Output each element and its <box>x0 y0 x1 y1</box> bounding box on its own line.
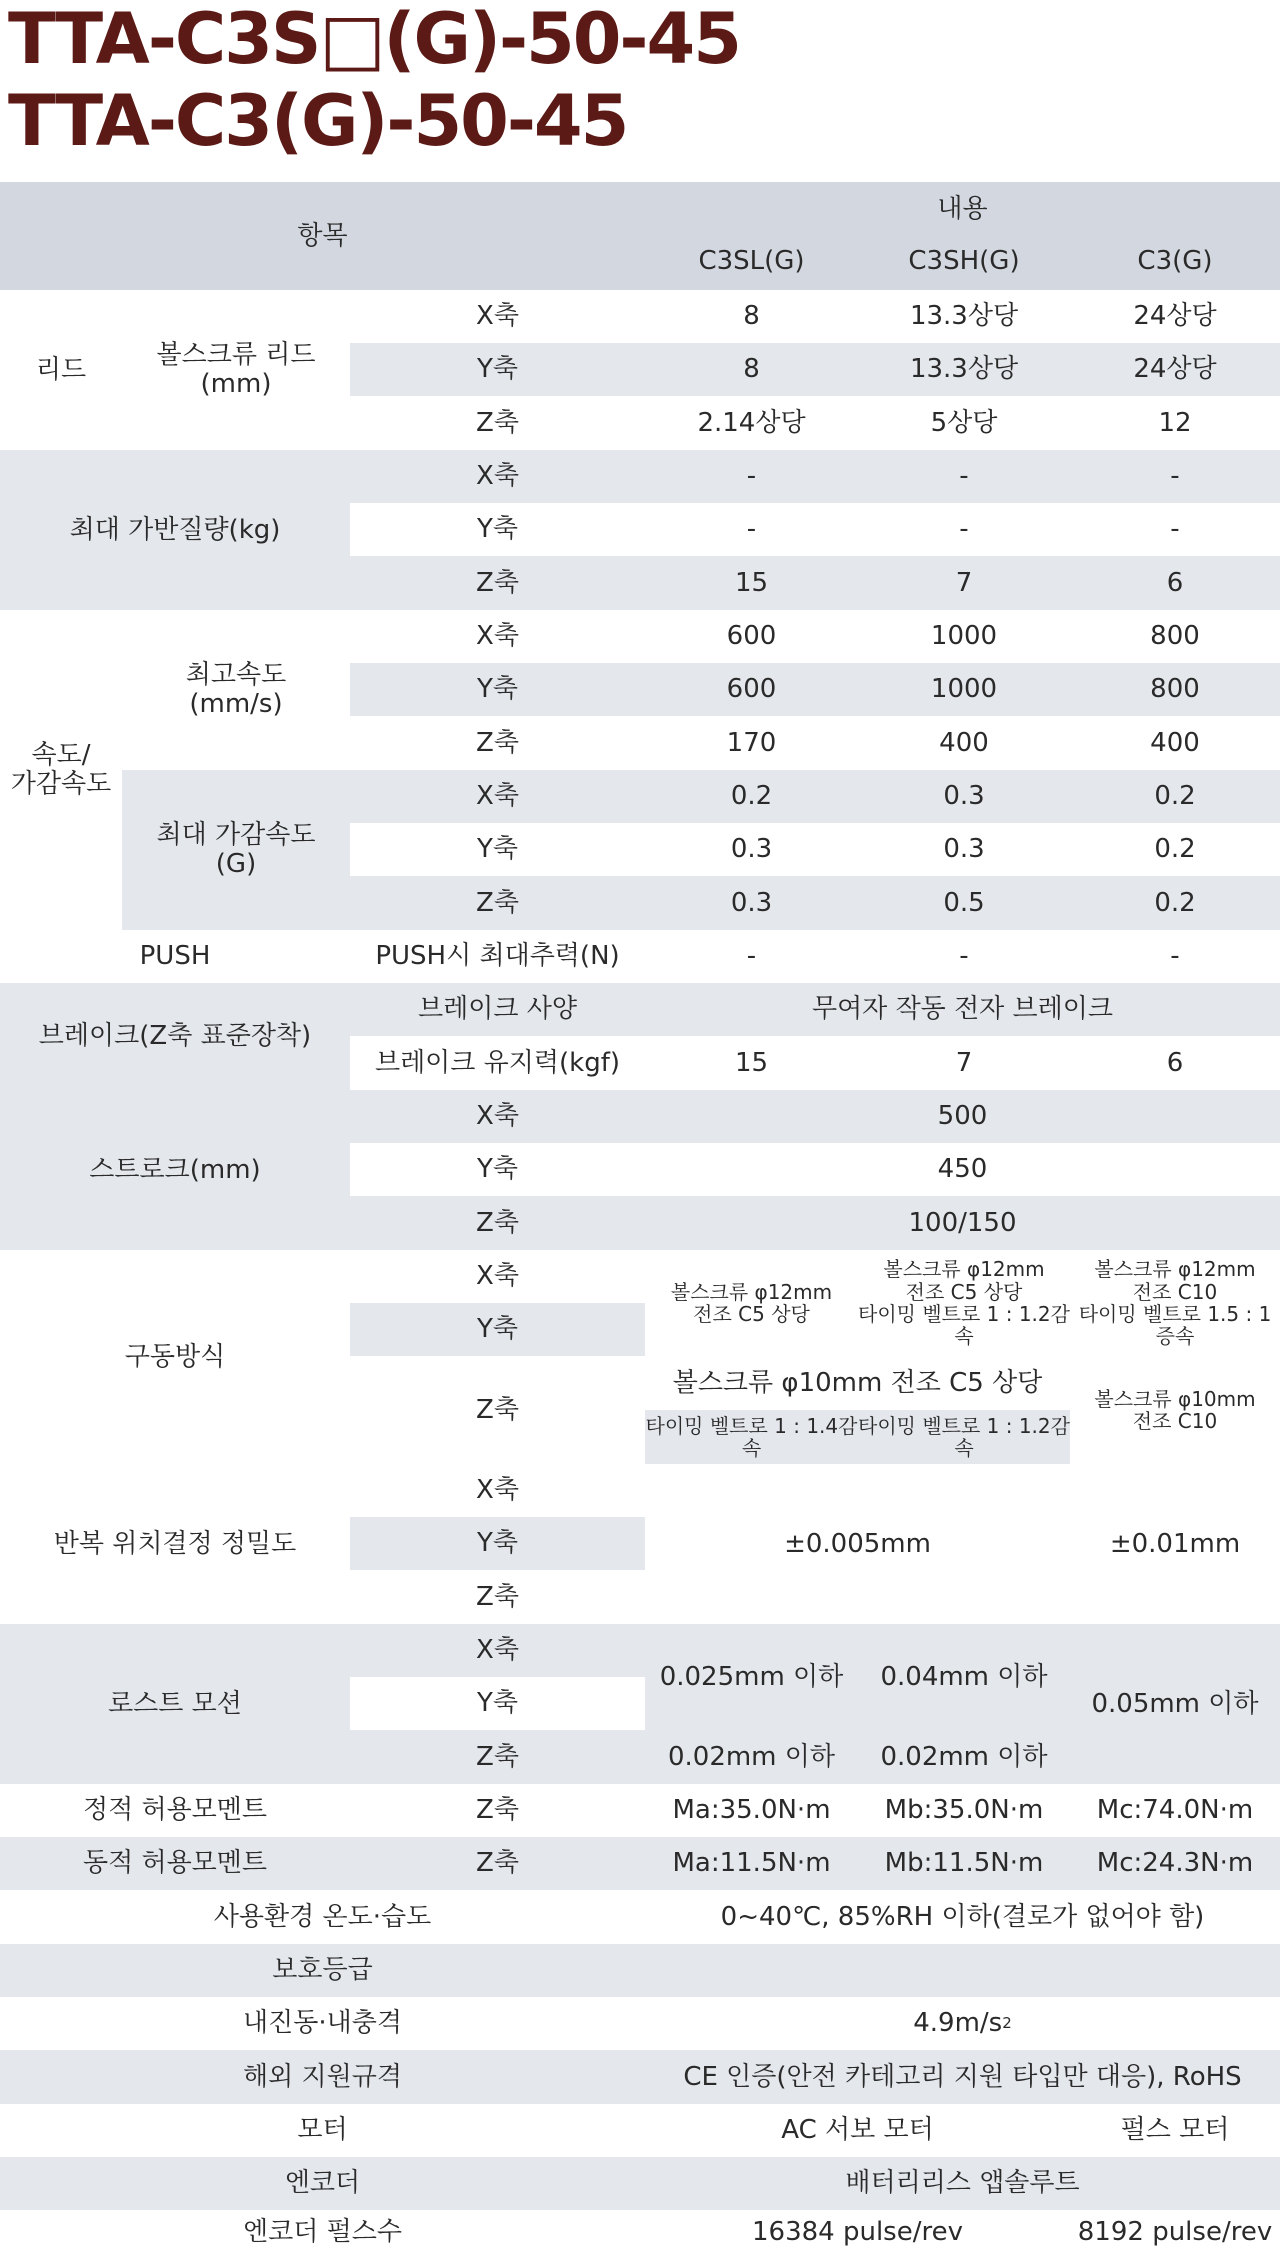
repeat-label: 반복 위치결정 정밀도 <box>0 1464 350 1624</box>
pulses-value-c3: 8192 pulse/rev <box>1070 2210 1280 2255</box>
stroke-label: 스트로크(mm) <box>0 1090 350 1250</box>
lead-x-axis: X축 <box>350 290 645 343</box>
environment-label: 사용환경 온도·습도 <box>0 1890 645 1944</box>
max-speed-label: 최고속도 (mm/s) <box>122 610 350 770</box>
payload-y-c3sl: - <box>645 503 858 556</box>
header-model-c3: C3(G) <box>1070 233 1280 290</box>
stroke-x-axis: X축 <box>350 1090 645 1143</box>
dynamic-moment-label: 동적 허용모멘트 <box>0 1837 350 1890</box>
lead-y-c3: 24상당 <box>1070 343 1280 396</box>
lost-motion-label: 로스트 모션 <box>0 1624 350 1784</box>
environment-value: 0~40℃, 85%RH 이하(결로가 없어야 함) <box>645 1890 1280 1944</box>
drive-z-c3: 볼스크류 φ10mm 전조 C10 <box>1070 1356 1280 1464</box>
speed-x-c3: 800 <box>1070 610 1280 663</box>
lost-xy-c3sh: 0.04mm 이하 <box>858 1624 1070 1730</box>
stroke-z-value: 100/150 <box>645 1196 1280 1250</box>
protection-label: 보호등급 <box>0 1944 645 1997</box>
dynamic-moment-c3sh: Mb:11.5N·m <box>858 1837 1070 1890</box>
stroke-x-value: 500 <box>645 1090 1280 1143</box>
overseas-label: 해외 지원규격 <box>0 2050 645 2104</box>
speed-y-c3sh: 1000 <box>858 663 1070 716</box>
payload-y-axis: Y축 <box>350 503 645 556</box>
speed-label: 속도/ 가감속도 <box>0 610 122 930</box>
accel-z-c3sh: 0.5 <box>858 876 1070 930</box>
accel-z-c3: 0.2 <box>1070 876 1280 930</box>
motor-value-c3: 펄스 모터 <box>1070 2104 1280 2157</box>
encoder-label: 엔코더 <box>0 2157 645 2210</box>
drive-z-c3sl-belt: 타이밍 벨트로 1 : 1.4감속 <box>645 1410 858 1464</box>
lead-z-c3sh: 5상당 <box>858 396 1070 450</box>
accel-z-c3sl: 0.3 <box>645 876 858 930</box>
speed-x-c3sh: 1000 <box>858 610 1070 663</box>
drive-z-common: 볼스크류 φ10mm 전조 C5 상당 <box>645 1356 1070 1410</box>
drive-xy-c3sl: 볼스크류 φ12mm 전조 C5 상당 <box>645 1250 858 1356</box>
brake-hold-c3sl: 15 <box>645 1036 858 1090</box>
payload-z-c3: 6 <box>1070 556 1280 610</box>
accel-x-c3sl: 0.2 <box>645 770 858 823</box>
vibration-value <box>645 1997 1280 2050</box>
stroke-y-value: 450 <box>645 1143 1280 1196</box>
drive-label: 구동방식 <box>0 1250 350 1464</box>
pulses-label: 엔코더 펄스수 <box>0 2210 645 2255</box>
header-content: 내용 <box>645 185 1280 233</box>
static-moment-c3sl: Ma:35.0N·m <box>645 1784 858 1837</box>
encoder-value: 배터리리스 앱솔루트 <box>645 2157 1280 2210</box>
static-moment-c3sh: Mb:35.0N·m <box>858 1784 1070 1837</box>
lead-x-c3: 24상당 <box>1070 290 1280 343</box>
drive-xy-c3sh: 볼스크류 φ12mm 전조 C5 상당 타이밍 벨트로 1 : 1.2감속 <box>858 1250 1070 1356</box>
payload-x-c3sl: - <box>645 450 858 503</box>
speed-y-axis: Y축 <box>350 663 645 716</box>
brake-hold-label: 브레이크 유지력(kgf) <box>350 1036 645 1090</box>
accel-label: 최대 가감속도 (G) <box>122 770 350 930</box>
drive-xy-c3: 볼스크류 φ12mm 전조 C10 타이밍 벨트로 1.5 : 1 증속 <box>1070 1250 1280 1356</box>
repeat-value-c3: ±0.01mm <box>1070 1464 1280 1624</box>
push-sub-label: PUSH시 최대추력(N) <box>350 930 645 983</box>
speed-z-axis: Z축 <box>350 716 645 770</box>
lead-sub-label: 볼스크류 리드 (mm) <box>122 290 350 450</box>
payload-x-c3: - <box>1070 450 1280 503</box>
brake-hold-c3: 6 <box>1070 1036 1280 1090</box>
speed-z-c3sh: 400 <box>858 716 1070 770</box>
lead-x-c3sl: 8 <box>645 290 858 343</box>
vibration-number: 4.9m/s <box>913 2008 1003 2039</box>
header-model-c3sl: C3SL(G) <box>645 233 858 290</box>
payload-z-c3sh: 7 <box>858 556 1070 610</box>
accel-y-c3sh: 0.3 <box>858 823 1070 876</box>
repeat-z-axis: Z축 <box>350 1570 645 1624</box>
lead-z-c3sl: 2.14상당 <box>645 396 858 450</box>
speed-z-c3: 400 <box>1070 716 1280 770</box>
push-c3: - <box>1070 930 1280 983</box>
speed-y-c3: 800 <box>1070 663 1280 716</box>
brake-spec-label: 브레이크 사양 <box>350 983 645 1036</box>
model-title-line-2: TTA-C3(G)-50-45 <box>8 80 628 162</box>
drive-z-c3sh-belt: 타이밍 벨트로 1 : 1.2감속 <box>858 1410 1070 1464</box>
accel-y-axis: Y축 <box>350 823 645 876</box>
payload-y-c3sh: - <box>858 503 1070 556</box>
header-item: 항목 <box>0 182 645 290</box>
lost-y-axis: Y축 <box>350 1677 645 1730</box>
accel-x-c3: 0.2 <box>1070 770 1280 823</box>
speed-z-c3sl: 170 <box>645 716 858 770</box>
protection-value <box>645 1944 1280 1997</box>
brake-hold-c3sh: 7 <box>858 1036 1070 1090</box>
lost-z-axis: Z축 <box>350 1730 645 1784</box>
speed-x-c3sl: 600 <box>645 610 858 663</box>
speed-x-axis: X축 <box>350 610 645 663</box>
payload-label: 최대 가반질량(kg) <box>0 450 350 610</box>
lead-y-c3sh: 13.3상당 <box>858 343 1070 396</box>
lead-y-axis: Y축 <box>350 343 645 396</box>
lost-z-c3sh: 0.02mm 이하 <box>858 1730 1070 1784</box>
motor-label: 모터 <box>0 2104 645 2157</box>
header-model-c3sh: C3SH(G) <box>858 233 1070 290</box>
repeat-y-axis: Y축 <box>350 1517 645 1570</box>
spec-table <box>0 182 1280 2255</box>
accel-y-c3: 0.2 <box>1070 823 1280 876</box>
lost-xy-c3sl: 0.025mm 이하 <box>645 1624 858 1730</box>
payload-y-c3: - <box>1070 503 1280 556</box>
lost-x-axis: X축 <box>350 1624 645 1677</box>
static-moment-label: 정적 허용모멘트 <box>0 1784 350 1837</box>
lead-label: 리드 <box>0 290 122 450</box>
dynamic-moment-axis: Z축 <box>350 1837 645 1890</box>
static-moment-c3: Mc:74.0N·m <box>1070 1784 1280 1837</box>
lead-z-c3: 12 <box>1070 396 1280 450</box>
accel-z-axis: Z축 <box>350 876 645 930</box>
model-title-line-1: TTA-C3S□(G)-50-45 <box>8 0 740 80</box>
title-block <box>0 0 1280 182</box>
push-c3sh: - <box>858 930 1070 983</box>
lost-c3: 0.05mm 이하 <box>1070 1624 1280 1784</box>
vibration-label: 내진동·내충격 <box>0 1997 645 2050</box>
dynamic-moment-c3: Mc:24.3N·m <box>1070 1837 1280 1890</box>
brake-label: 브레이크(Z축 표준장착) <box>0 983 350 1090</box>
static-moment-axis: Z축 <box>350 1784 645 1837</box>
payload-x-c3sh: - <box>858 450 1070 503</box>
accel-x-c3sh: 0.3 <box>858 770 1070 823</box>
repeat-value-s: ±0.005mm <box>645 1464 1070 1624</box>
payload-z-c3sl: 15 <box>645 556 858 610</box>
push-c3sl: - <box>645 930 858 983</box>
payload-x-axis: X축 <box>350 450 645 503</box>
accel-y-c3sl: 0.3 <box>645 823 858 876</box>
repeat-x-axis: X축 <box>350 1464 645 1517</box>
lead-y-c3sl: 8 <box>645 343 858 396</box>
lost-z-c3sl: 0.02mm 이하 <box>645 1730 858 1784</box>
drive-y-axis: Y축 <box>350 1303 645 1356</box>
drive-z-axis: Z축 <box>350 1356 645 1464</box>
dynamic-moment-c3sl: Ma:11.5N·m <box>645 1837 858 1890</box>
push-label: PUSH <box>0 930 350 983</box>
overseas-value: CE 인증(안전 카테고리 지원 타입만 대응), RoHS <box>645 2050 1280 2104</box>
stroke-y-axis: Y축 <box>350 1143 645 1196</box>
accel-x-axis: X축 <box>350 770 645 823</box>
vibration-exponent: 2 <box>1002 2014 1012 2033</box>
speed-y-c3sl: 600 <box>645 663 858 716</box>
brake-spec-value: 무여자 작동 전자 브레이크 <box>645 983 1280 1036</box>
stroke-z-axis: Z축 <box>350 1196 645 1250</box>
motor-value-s: AC 서보 모터 <box>645 2104 1070 2157</box>
lead-x-c3sh: 13.3상당 <box>858 290 1070 343</box>
payload-z-axis: Z축 <box>350 556 645 610</box>
lead-z-axis: Z축 <box>350 396 645 450</box>
pulses-value-s: 16384 pulse/rev <box>645 2210 1070 2255</box>
drive-x-axis: X축 <box>350 1250 645 1303</box>
